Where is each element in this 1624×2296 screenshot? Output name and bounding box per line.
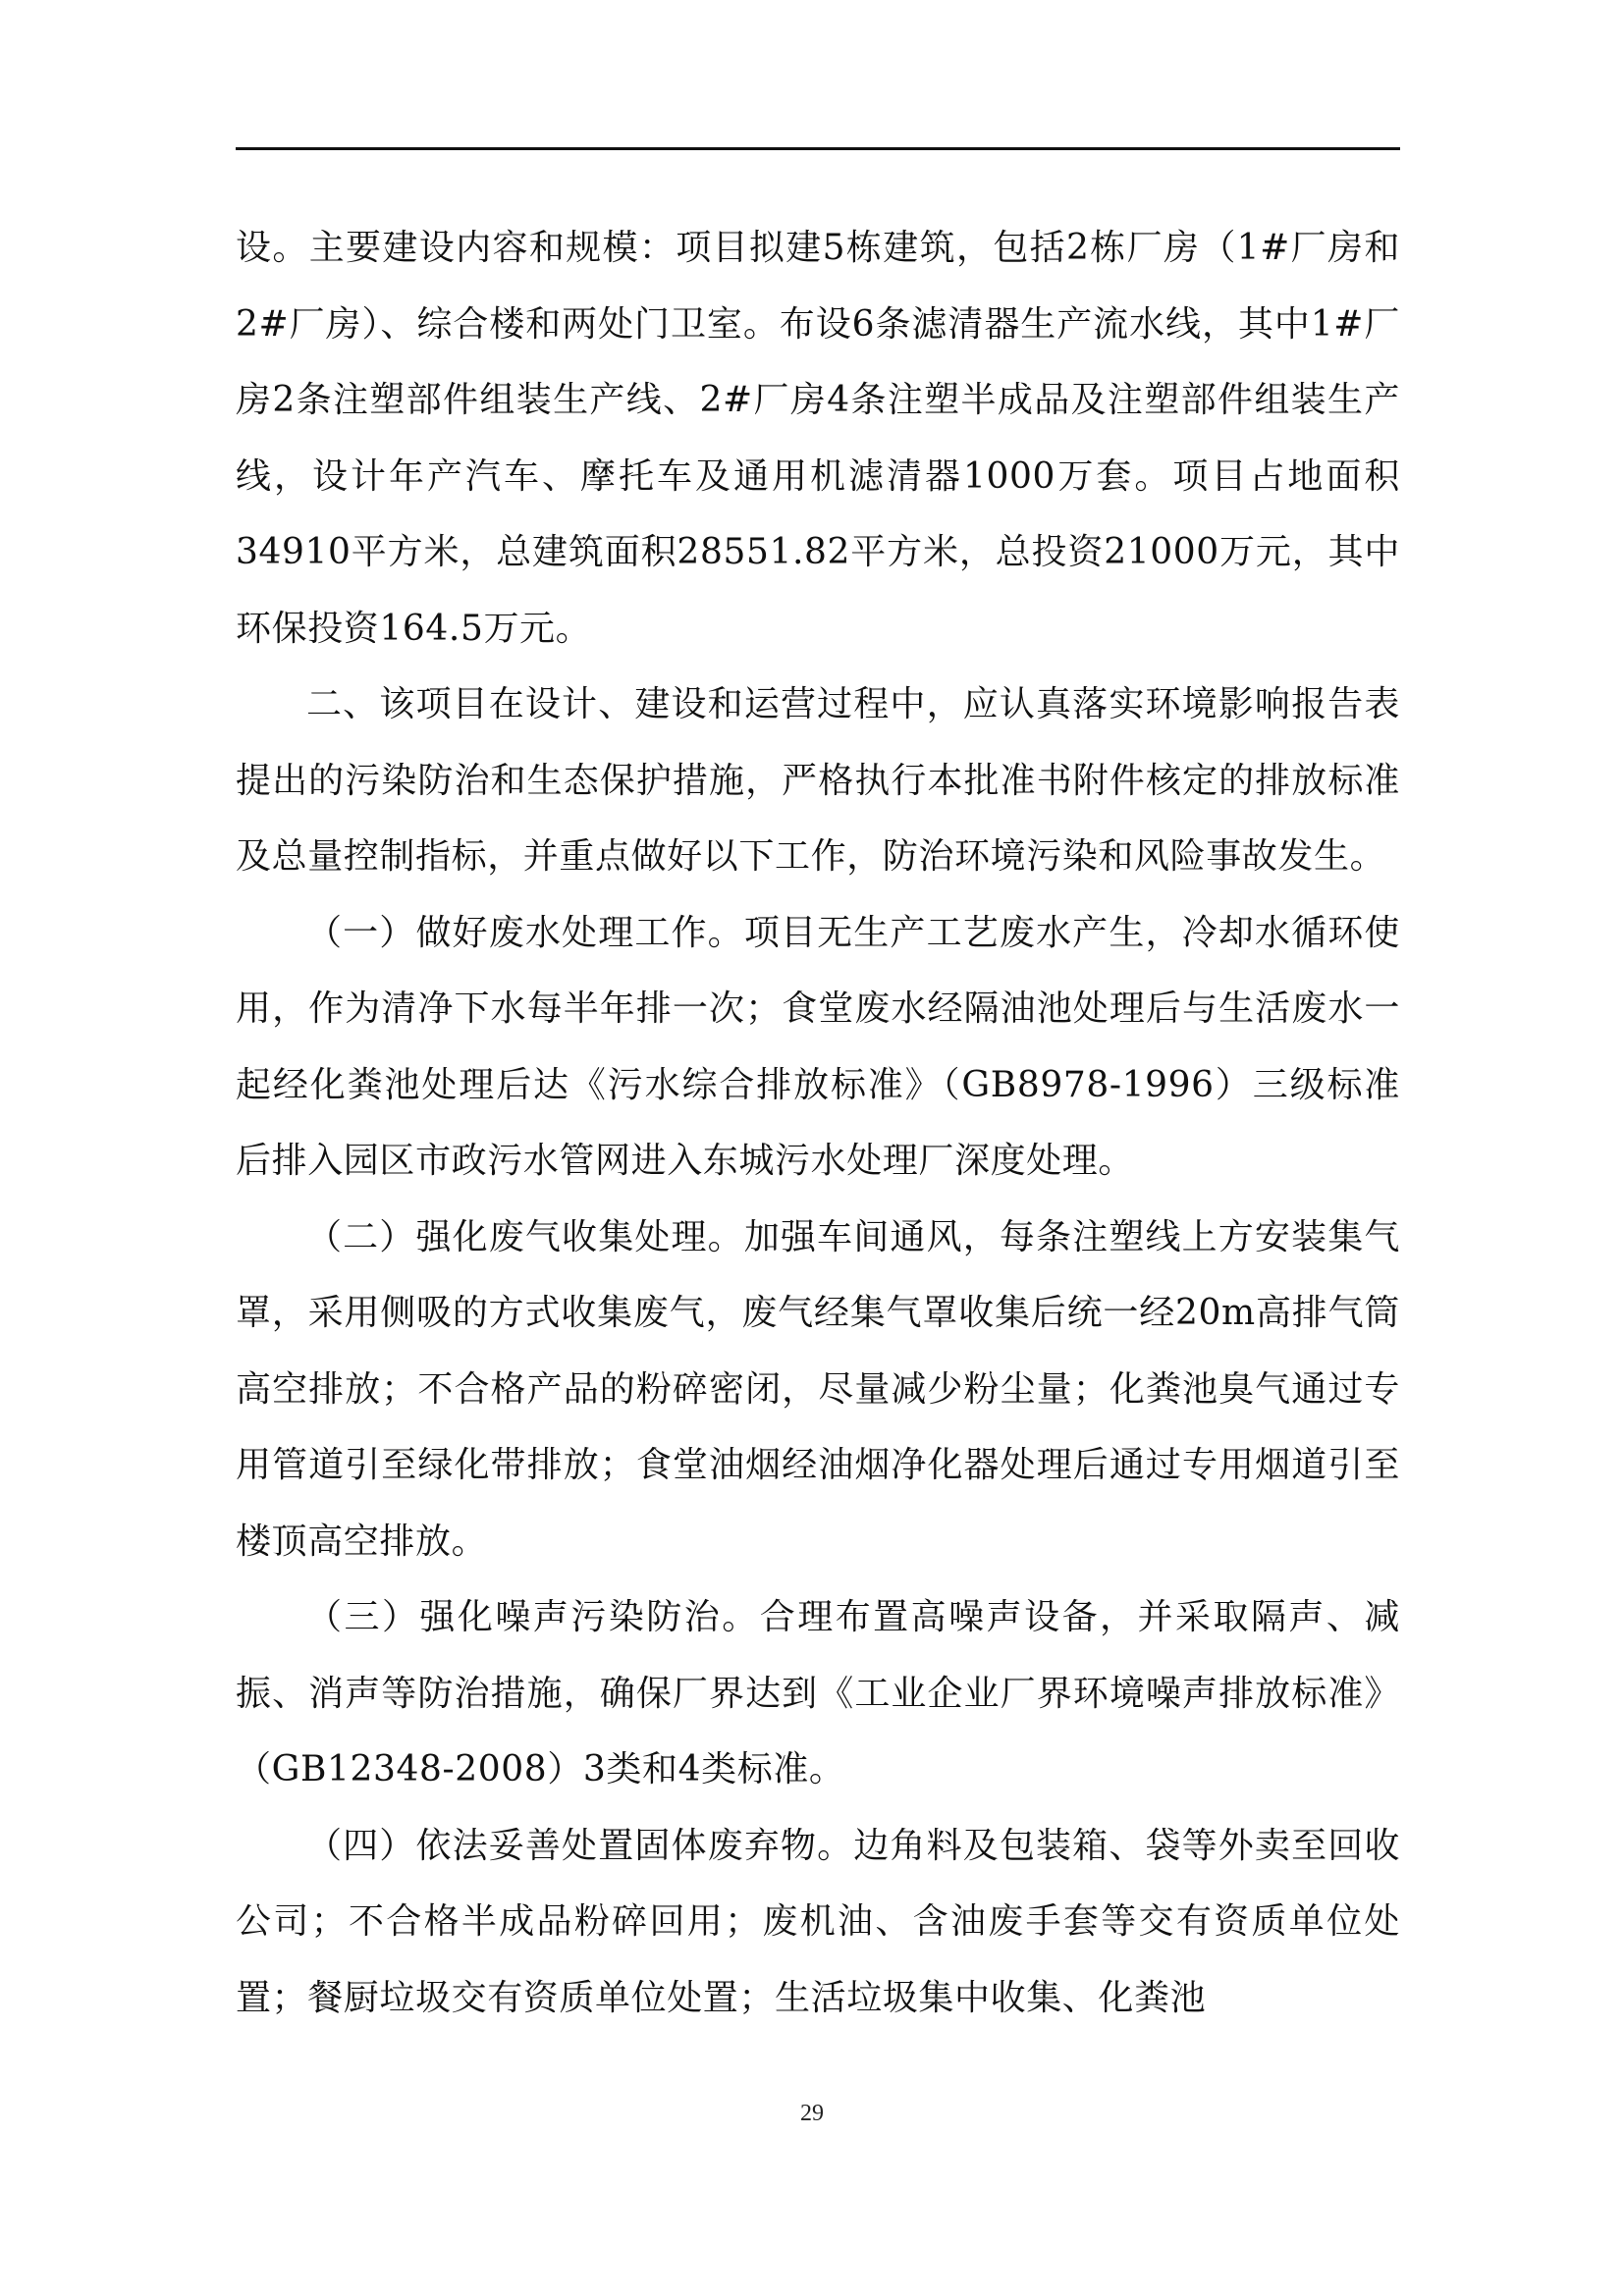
document-body (236, 210, 1400, 2036)
page-number: 29 (800, 2101, 824, 2126)
paragraph-requirements-intro: 二、该项目在设计、建设和运营过程中，应认真落实环境影响报告表提出的污染防治和生态保护措施，严格执行本批准书附件核定的排放标准及总量控制指标，并重点做好以下工作，防治环境污染和风险事故发生。 (236, 684, 1400, 877)
paragraph-exhaust-gas: （二）强化废气收集处理。加强车间通风，每条注塑线上方安装集气罩，采用侧吸的方式收集废气，废气经集气罩收集后统一经20m高排气筒高空排放；不合格产品的粉碎密闭，尽量减少粉尘量；化粪池臭气通过专用管道引至绿化带排放；食堂油烟经油烟净化器处理后通过专用烟道引至楼顶高空排放。 (236, 1216, 1400, 1562)
paragraph-solid-waste: （四）依法妥善处置固体废弃物。边角料及包装箱、袋等外卖至回收公司；不合格半成品粉碎回用；废机油、含油废手套等交有资质单位处置；餐厨垃圾交有资质单位处置；生活垃圾集中收集、化粪池 (236, 1825, 1400, 2018)
paragraph-wastewater: （一）做好废水处理工作。项目无生产工艺废水产生，冷却水循环使用，作为清净下水每半年排一次；食堂废水经隔油池处理后与生活废水一起经化粪池处理后达《污水综合排放标准》（GB8978-1996）三级标准后排入园区市政污水管网进入东城污水处理厂深度处理。 (236, 912, 1400, 1181)
paragraph-project-scope: 设。主要建设内容和规模：项目拟建5栋建筑，包括2栋厂房（1#厂房和2#厂房）、综合楼和两处门卫室。布设6条滤清器生产流水线，其中1#厂房2条注塑部件组装生产线、2#厂房4条注塑半成品及注塑部件组装生产线，设计年产汽车、摩托车及通用机滤清器1000万套。项目占地面积34910平方米，总建筑面积28551.82平方米，总投资21000万元，其中环保投资164.5万元。 (236, 228, 1400, 649)
paragraph-noise: （三）强化噪声污染防治。合理布置高噪声设备，并采取隔声、减振、消声等防治措施，确保厂界达到《工业企业厂界环境噪声排放标准》（GB12348-2008）3类和4类标准。 (236, 1597, 1400, 1789)
header-rule (236, 147, 1400, 150)
